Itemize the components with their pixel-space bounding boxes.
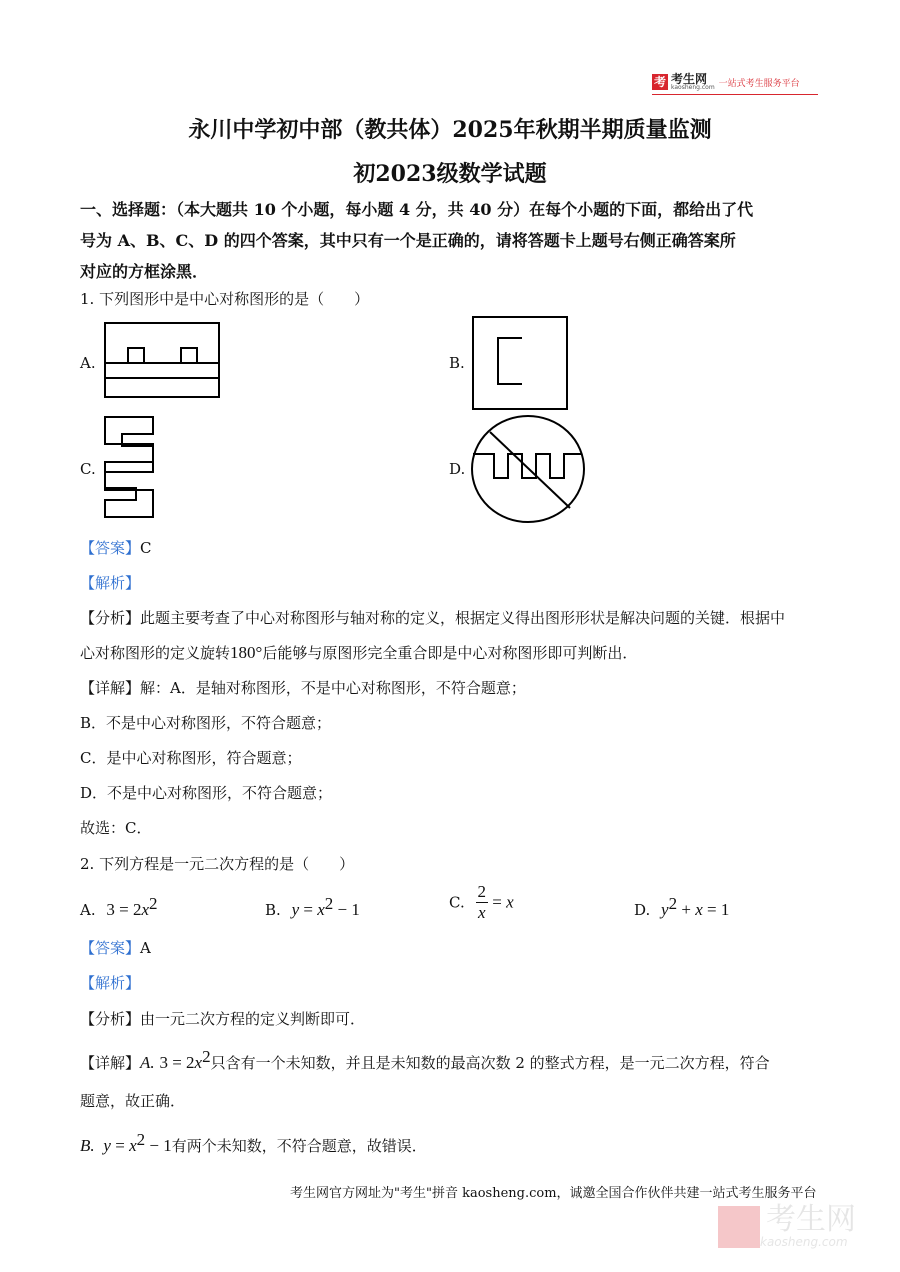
math-text: 3 = 2 [159, 1053, 195, 1072]
q1-detail-line1 [80, 677, 526, 698]
math-var: x [141, 900, 150, 919]
q1-fenxi-line1 [80, 607, 785, 628]
q1-detail-line2: B．不是中心对称图形，不符合题意； [80, 714, 332, 732]
math-text: = [110, 1136, 130, 1155]
section-line: 号为 A、B、C、D 的四个答案，其中只有一个是正确的，请将答题卡上题号右侧正确答案所 [80, 231, 736, 250]
math-var: y [291, 900, 300, 919]
q1-conclusion: 故选：C． [80, 819, 152, 837]
fenxi-text: 后能够与原图形完全重合即是中心对称图形即可判断出． [262, 644, 638, 662]
option-label: B. [80, 1136, 95, 1155]
math-var: x [129, 1136, 137, 1155]
math-var: y [661, 900, 669, 919]
option-label: B. [265, 901, 281, 919]
q2-option-c [449, 882, 514, 923]
math-exp: 2 [136, 1130, 146, 1149]
detail-tag: 【详解】 [80, 1054, 141, 1072]
brand-logo-icon: 考 [653, 75, 666, 89]
math-text: 3 = 2 [106, 900, 142, 919]
option-label: D. [634, 901, 651, 919]
section-instructions [80, 194, 825, 287]
watermark-icon [718, 1206, 760, 1248]
option-label: A. [140, 1053, 155, 1072]
math-var: x [695, 900, 703, 919]
math-exp: 2 [324, 894, 334, 913]
q1-figure-b [472, 316, 568, 410]
answer-value: A [140, 939, 151, 957]
q2-option-b [265, 894, 360, 920]
math-text: − 1 [333, 900, 360, 919]
footer-text: 考生网官方网址为"考生"拼音 kaosheng.com，诚邀全国合作伙伴共建一站式考生服务平台 [290, 1186, 817, 1201]
math-var: x [506, 892, 514, 912]
brand-name: 考生网 [671, 72, 708, 86]
q2-detail-a-cont: 题意，故正确． [80, 1092, 186, 1110]
q1-analysis-tag: 【解析】 [80, 574, 141, 592]
q1-detail-line4: D．不是中心对称图形，不符合题意； [80, 784, 333, 802]
brand-domain: kaosheng.com [671, 84, 715, 91]
q1-answer [80, 537, 152, 558]
math-var: x [194, 1053, 203, 1072]
fenxi-tag: 【分析】 [80, 609, 141, 627]
q1-figure-d [470, 414, 586, 524]
q2-fenxi [80, 1008, 365, 1029]
exam-subtitle: 初2023级数学试题 [353, 161, 547, 187]
math-text: = 1 [702, 900, 730, 919]
brand-logo [652, 73, 800, 91]
q1-option-b-label: B. [449, 354, 465, 372]
angle-value: 180° [230, 643, 263, 662]
q1-option-a-label: A. [80, 354, 96, 372]
detail-text: 有两个未知数，不符合题意，故错误． [171, 1137, 427, 1155]
q2-answer [80, 937, 151, 958]
math-text: = [488, 892, 507, 912]
fraction [476, 882, 489, 923]
fenxi-text: 心对称图形的定义旋转 [80, 644, 231, 662]
q1-fenxi-line2 [80, 642, 637, 663]
math-exp: 2 [149, 894, 158, 913]
watermark-domain: kaosheng.com [760, 1235, 848, 1249]
q1-option-d-label: D. [449, 460, 466, 478]
math-exp: 2 [668, 894, 678, 913]
detail-text: 只含有一个未知数，并且是未知数的最高次数 2 的整式方程，是一元二次方程，符合 [210, 1054, 770, 1072]
section-line: 一、选择题：（本大题共 10 个小题，每小题 4 分，共 40 分）在每个小题的下面，都给出了代 [80, 200, 754, 219]
q2-detail-b [80, 1130, 427, 1156]
detail-tag: 【详解】 [80, 679, 141, 697]
q1-option-c-label: C. [80, 460, 96, 478]
detail-text: 解：A．是轴对称图形，不是中心对称图形，不符合题意； [140, 679, 526, 697]
q2-option-a [80, 894, 158, 920]
q1-figure-c [104, 416, 154, 518]
q1-figure-a [104, 322, 220, 398]
watermark-name: 考生网 [766, 1202, 856, 1237]
q2-detail-a [80, 1047, 770, 1073]
q2-option-d [634, 894, 729, 920]
q1-detail-line3: C．是中心对称图形，符合题意； [80, 749, 302, 767]
section-line: 对应的方框涂黑． [80, 262, 209, 281]
math-text: + [677, 900, 696, 919]
fenxi-text: 此题主要考查了中心对称图形与轴对称的定义，根据定义得出图形形状是解决问题的关键．根据中 [140, 609, 786, 627]
fraction-numerator: 2 [477, 882, 486, 901]
fraction-denominator: x [477, 903, 486, 922]
math-text: = [299, 900, 318, 919]
exam-title: 永川中学初中部（教共体）2025年秋期半期质量监测 [188, 117, 712, 143]
watermark-logo [718, 1202, 856, 1249]
option-label: C. [449, 893, 465, 912]
math-text: − 1 [145, 1136, 172, 1155]
header-rule [652, 94, 818, 95]
math-exp: 2 [202, 1047, 211, 1066]
fenxi-tag: 【分析】 [80, 1010, 141, 1028]
answer-tag: 【答案】 [80, 539, 141, 557]
q2-analysis-tag: 【解析】 [80, 974, 141, 992]
brand-tagline: 一站式考生服务平台 [718, 78, 800, 89]
math-var: x [317, 900, 325, 919]
math-var: y [103, 1136, 111, 1155]
answer-tag: 【答案】 [80, 939, 141, 957]
answer-value: C [140, 539, 152, 557]
option-label: A. [80, 901, 96, 919]
fenxi-text: 由一元二次方程的定义判断即可． [140, 1010, 366, 1028]
q1-stem: 1. 下列图形中是中心对称图形的是（ ） [80, 290, 370, 308]
q2-stem: 2. 下列方程是一元二次方程的是（ ） [80, 855, 355, 873]
